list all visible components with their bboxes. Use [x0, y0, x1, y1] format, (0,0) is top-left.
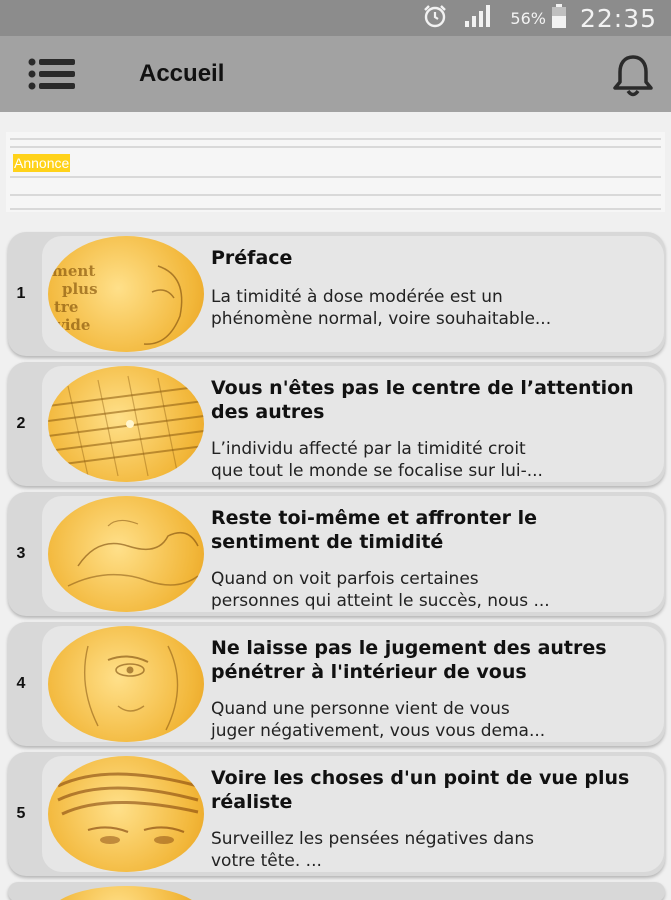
item-number: 4 [16, 675, 26, 692]
bell-icon [610, 54, 656, 98]
divider [10, 208, 661, 210]
status-bar [0, 0, 671, 36]
item-title: Vous n'êtes pas le centre de l’attention des autres [211, 377, 634, 423]
svg-text:vide: vide [56, 316, 91, 334]
list-item[interactable] [8, 752, 665, 876]
ad-label: Annonce [14, 155, 70, 171]
svg-text:ment: ment [52, 262, 96, 280]
divider [10, 194, 661, 196]
thumbnail-image [48, 886, 204, 900]
ad-banner[interactable] [6, 132, 665, 212]
thumbnail-image [48, 366, 204, 482]
status-time: 22:35 [579, 3, 657, 33]
item-description: Quand on voit parfois certaines personnes qui atteint le succès, nous ... [211, 569, 550, 611]
svg-text:plus: plus [62, 280, 98, 298]
alarm-icon [422, 4, 448, 32]
thumbnail-image [48, 626, 204, 742]
item-description: L’individu affecté par la timidité croit que tout le monde se focalise sur lui-... [211, 439, 543, 481]
item-description: La timidité à dose modérée est un phénomène normal, voire souhaitable... [211, 287, 552, 329]
item-description: Surveillez les pensées négatives dans votre tête. ... [211, 829, 534, 871]
divider [10, 138, 661, 140]
item-number: 3 [16, 545, 26, 562]
list-item[interactable] [8, 492, 665, 616]
menu-list-icon [28, 58, 76, 90]
list-item[interactable] [8, 362, 665, 486]
divider [10, 146, 661, 148]
item-description: Quand une personne vient de vous juger négativement, vous vous dema... [211, 699, 546, 741]
menu-button[interactable] [28, 58, 76, 90]
list-item[interactable] [8, 232, 665, 356]
item-title: Voire les choses d'un point de vue plus réaliste [211, 767, 630, 813]
battery-percent: 56% [510, 8, 546, 28]
thumbnail-image [48, 496, 204, 612]
thumbnail-image [48, 236, 204, 352]
thumbnail-image [48, 756, 204, 872]
item-number: 5 [16, 805, 26, 822]
svg-text:tre: tre [54, 298, 79, 316]
divider [10, 176, 661, 178]
signal-icon [464, 4, 494, 32]
notification-button[interactable] [610, 54, 656, 98]
item-title: Ne laisse pas le jugement des autres pénétrer à l'intérieur de vous [211, 637, 607, 683]
list-item[interactable] [8, 622, 665, 746]
item-title: Préface [211, 247, 293, 269]
item-number: 1 [16, 285, 26, 302]
list-item[interactable] [8, 882, 665, 900]
app-bar [0, 36, 671, 112]
item-number: 2 [16, 415, 26, 432]
battery-icon [552, 4, 566, 32]
page-title: Accueil [139, 60, 225, 87]
item-title: Reste toi-même et affronter le sentiment de timidité [211, 507, 538, 553]
